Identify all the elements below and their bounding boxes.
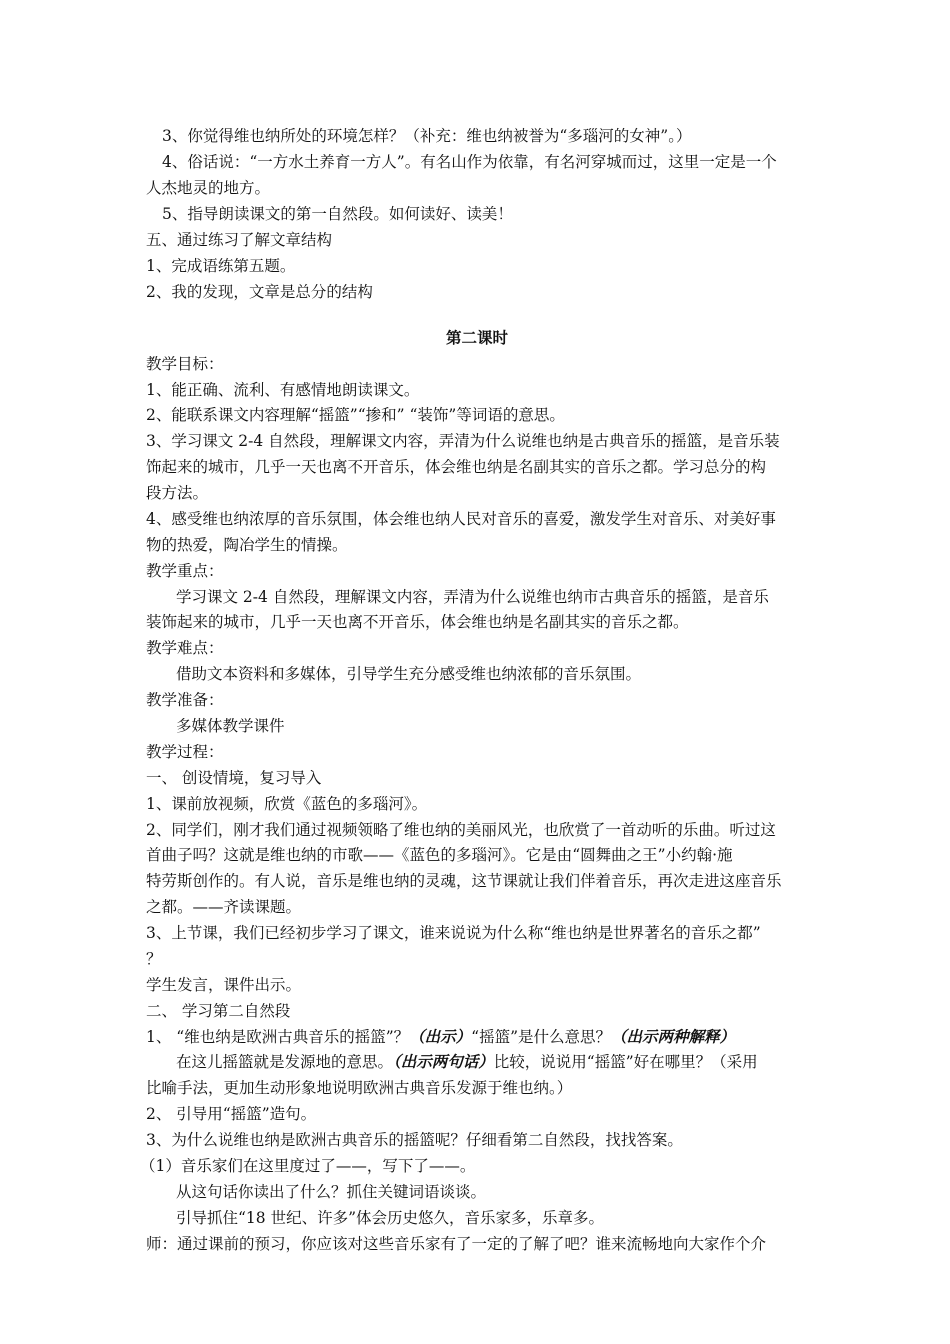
text-run: “摇篮”是什么意思？ (471, 1028, 612, 1046)
text-line: 4、感受维也纳浓厚的音乐氛围，体会维也纳人民对音乐的喜爱，激发学生对音乐、对美好事 (146, 510, 776, 528)
text-line: 2、 引导用“摇篮”造句。 (146, 1105, 317, 1123)
text-line: 物的热爱，陶冶学生的情操。 (146, 536, 348, 554)
text-line: 1、课前放视频，欣赏《蓝色的多瑙河》。 (146, 795, 428, 813)
text-line: 引导抓住“18 世纪、许多”体会历史悠久，音乐家多，乐章多。 (176, 1209, 605, 1227)
text-line: 2、我的发现，文章是总分的结构 (146, 283, 373, 301)
text-line: 1、能正确、流利、有感情地朗读课文。 (146, 381, 420, 399)
lesson-title: 第二课时 (445, 328, 508, 347)
section-heading: 一、 创设情境，复习导入 (146, 769, 322, 787)
heading-label: 教学难点： (146, 639, 224, 657)
heading-label: 教学准备： (146, 691, 224, 709)
text-line: （1）音乐家们在这里度过了——，写下了——。 (140, 1157, 476, 1175)
text-line: 3、为什么说维也纳是欧洲古典音乐的摇篮呢？仔细看第二自然段，找找答案。 (146, 1131, 683, 1149)
text-line: 5、指导朗读课文的第一自然段。如何读好、读美！ (162, 205, 513, 223)
text-run: 1、 “维也纳是欧洲古典音乐的摇篮”？ (146, 1028, 410, 1046)
section-heading: 五、通过练习了解文章结构 (146, 231, 333, 249)
text-run: 在这儿摇篮就是发源地的意思。 (176, 1053, 394, 1071)
text-line: 3、你觉得维也纳所处的环境怎样？（补充：维也纳被誉为“多瑙河的女神”。） (162, 127, 692, 145)
text-line: ？ (146, 950, 162, 968)
text-line: 人杰地灵的地方。 (146, 179, 271, 197)
text-line: 学习课文 2-4 自然段，理解课文内容，弄清为什么说维也纳市古典音乐的摇篮，是音乐 (176, 588, 769, 606)
heading-label: 教学重点： (146, 562, 224, 580)
text-line: 段方法。 (146, 484, 209, 502)
text-line: 师：通过课前的预习，你应该对这些音乐家有了一定的了解了吧？谁来流畅地向大家作个介 (146, 1235, 767, 1253)
text-line: 2、能联系课文内容理解“摇篮”“掺和” “装饰”等词语的意思。 (146, 406, 565, 424)
text-line: 学生发言，课件出示。 (146, 976, 302, 994)
text-line (176, 1052, 808, 1072)
text-line: 借助文本资料和多媒体，引导学生充分感受维也纳浓郁的音乐氛围。 (176, 665, 642, 683)
emphasis-run: （出示两种解释） (611, 1027, 736, 1046)
emphasis-run: （出示） (409, 1027, 472, 1046)
emphasis-run: （出示两句话） (393, 1052, 494, 1071)
text-line: 3、上节课，我们已经初步学习了课文，谁来说说为什么称“维也纳是世界著名的音乐之都” (146, 924, 761, 942)
text-line: 首曲子吗？这就是维也纳的市歌——《蓝色的多瑙河》。它是由“圆舞曲之王”小约翰·施 (146, 846, 733, 864)
text-line: 多媒体教学课件 (176, 717, 285, 735)
text-line: 从这句话你读出了什么？抓住关键词语谈谈。 (176, 1183, 487, 1201)
text-line: 特劳斯创作的。有人说，音乐是维也纳的灵魂，这节课就让我们伴着音乐，再次走进这座音乐 (146, 872, 782, 890)
text-line: 2、同学们，刚才我们通过视频领略了维也纳的美丽风光，也欣赏了一首动听的乐曲。听过这 (146, 821, 776, 839)
text-line: 4、俗话说：“一方水土养育一方人”。有名山作为依靠，有名河穿城而过，这里一定是一个 (162, 153, 777, 171)
text-line: 装饰起来的城市，几乎一天也离不开音乐，体会维也纳是名副其实的音乐之都。 (146, 613, 689, 631)
text-run: 比较，说说用“摇篮”好在哪里？（采用 (493, 1053, 758, 1071)
section-heading: 二、 学习第二自然段 (146, 1002, 291, 1020)
text-line: 1、完成语练第五题。 (146, 257, 296, 275)
text-line (146, 1027, 808, 1047)
heading-label: 教学过程： (146, 743, 224, 761)
text-line: 3、学习课文 2-4 自然段，理解课文内容，弄清为什么说维也纳是古典音乐的摇篮，是音乐装 (146, 432, 780, 450)
text-line: 饰起来的城市，几乎一天也离不开音乐，体会维也纳是名副其实的音乐之都。学习总分的构 (146, 458, 767, 476)
heading-label: 教学目标： (146, 355, 224, 373)
text-line: 比喻手法，更加生动形象地说明欧洲古典音乐发源于维也纳。） (146, 1079, 573, 1097)
text-line: 之都。——齐读课题。 (146, 898, 302, 916)
